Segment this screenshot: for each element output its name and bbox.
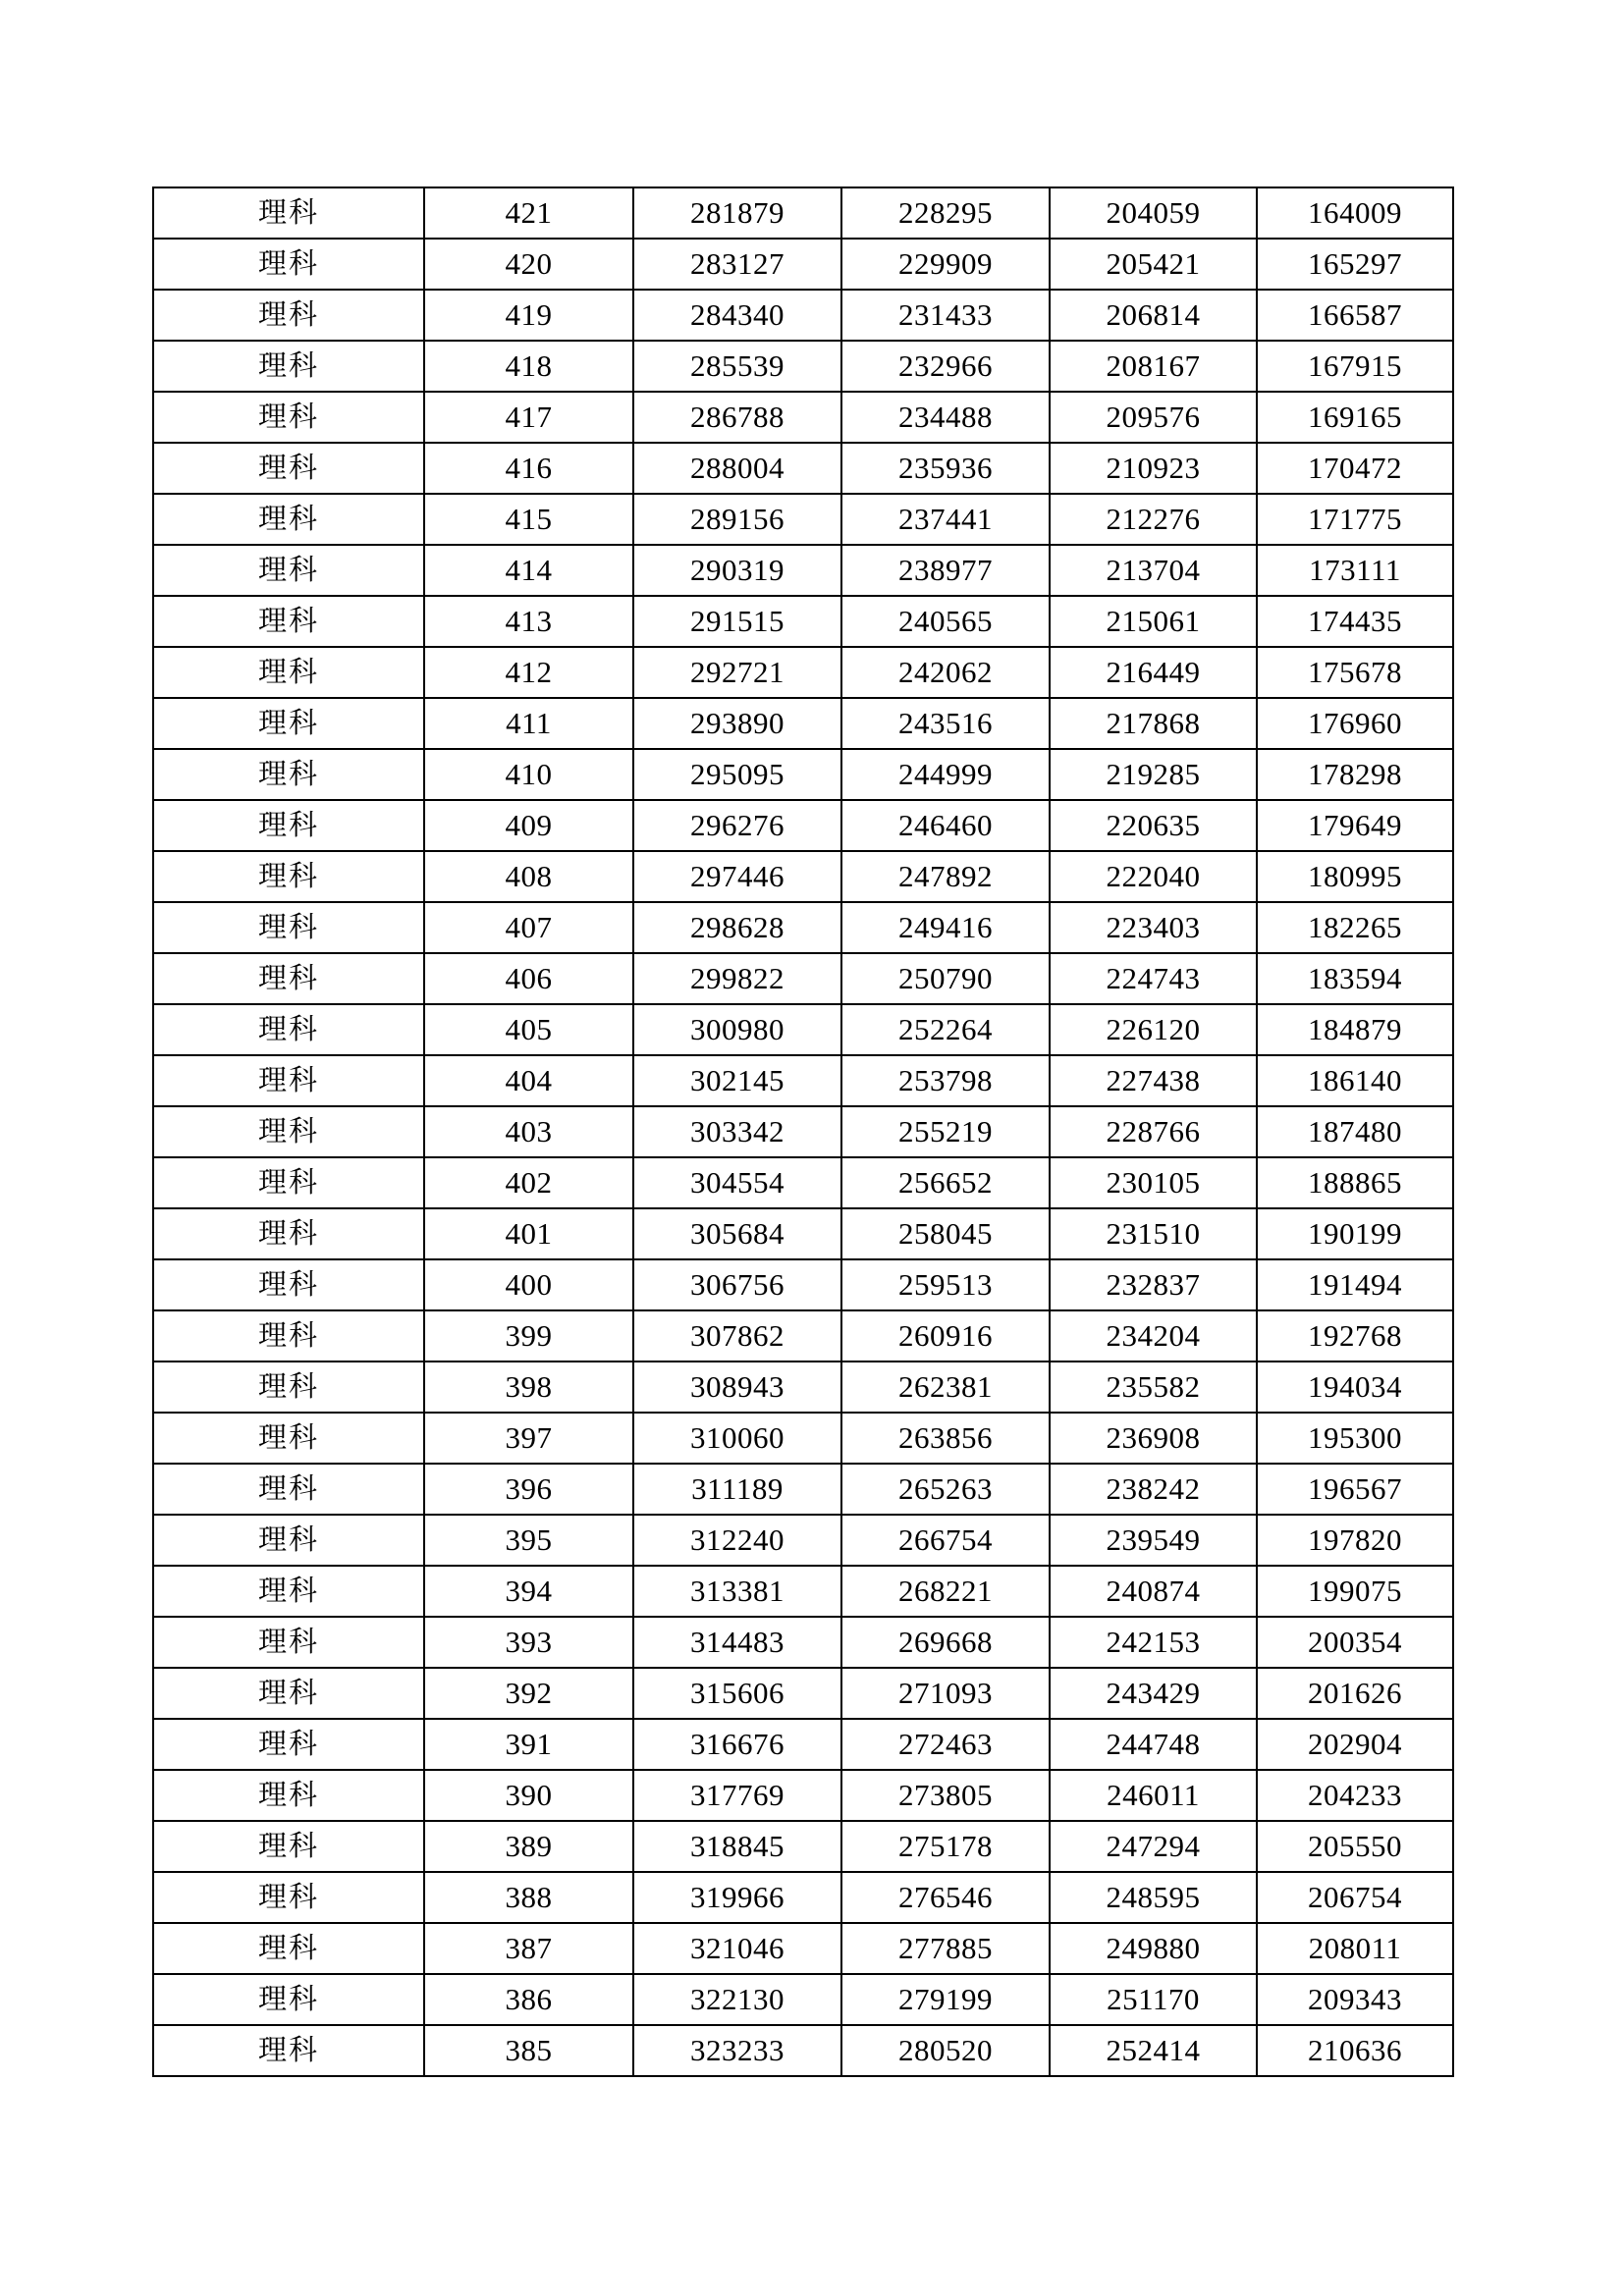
cell-subject: 理科 xyxy=(153,800,424,851)
cell-subject: 理科 xyxy=(153,698,424,749)
cell-subject: 理科 xyxy=(153,494,424,545)
table-row xyxy=(153,1157,1453,1208)
cell-rank4: 170472 xyxy=(1257,443,1453,494)
cell-rank2: 268221 xyxy=(841,1566,1050,1617)
cell-rank3: 234204 xyxy=(1050,1310,1257,1362)
table-row xyxy=(153,545,1453,596)
table-row xyxy=(153,749,1453,800)
table-row xyxy=(153,902,1453,953)
table-row xyxy=(153,647,1453,698)
cell-rank3: 224743 xyxy=(1050,953,1257,1004)
cell-rank2: 277885 xyxy=(841,1923,1050,1974)
cell-subject: 理科 xyxy=(153,1157,424,1208)
cell-score: 416 xyxy=(424,443,633,494)
cell-score: 413 xyxy=(424,596,633,647)
cell-subject: 理科 xyxy=(153,851,424,902)
cell-subject: 理科 xyxy=(153,1923,424,1974)
table-row xyxy=(153,1515,1453,1566)
cell-rank1: 323233 xyxy=(633,2025,841,2076)
cell-rank2: 243516 xyxy=(841,698,1050,749)
cell-rank3: 247294 xyxy=(1050,1821,1257,1872)
cell-rank2: 272463 xyxy=(841,1719,1050,1770)
table-row xyxy=(153,1821,1453,1872)
cell-score: 401 xyxy=(424,1208,633,1259)
cell-rank1: 300980 xyxy=(633,1004,841,1055)
cell-rank2: 266754 xyxy=(841,1515,1050,1566)
cell-rank3: 219285 xyxy=(1050,749,1257,800)
table-row xyxy=(153,1310,1453,1362)
cell-rank2: 238977 xyxy=(841,545,1050,596)
cell-rank1: 289156 xyxy=(633,494,841,545)
cell-rank3: 236908 xyxy=(1050,1413,1257,1464)
table-row xyxy=(153,1413,1453,1464)
cell-rank2: 265263 xyxy=(841,1464,1050,1515)
cell-rank4: 196567 xyxy=(1257,1464,1453,1515)
cell-rank4: 179649 xyxy=(1257,800,1453,851)
cell-subject: 理科 xyxy=(153,1770,424,1821)
cell-rank1: 304554 xyxy=(633,1157,841,1208)
cell-subject: 理科 xyxy=(153,902,424,953)
cell-rank2: 250790 xyxy=(841,953,1050,1004)
cell-score: 418 xyxy=(424,341,633,392)
cell-subject: 理科 xyxy=(153,1464,424,1515)
table-row xyxy=(153,800,1453,851)
cell-rank3: 238242 xyxy=(1050,1464,1257,1515)
cell-rank2: 271093 xyxy=(841,1668,1050,1719)
cell-rank3: 210923 xyxy=(1050,443,1257,494)
cell-score: 387 xyxy=(424,1923,633,1974)
cell-rank3: 222040 xyxy=(1050,851,1257,902)
cell-subject: 理科 xyxy=(153,1208,424,1259)
cell-rank1: 288004 xyxy=(633,443,841,494)
cell-rank1: 292721 xyxy=(633,647,841,698)
table-row xyxy=(153,341,1453,392)
cell-rank1: 314483 xyxy=(633,1617,841,1668)
cell-rank3: 227438 xyxy=(1050,1055,1257,1106)
cell-subject: 理科 xyxy=(153,596,424,647)
table-row xyxy=(153,1974,1453,2025)
cell-rank4: 169165 xyxy=(1257,392,1453,443)
cell-rank1: 303342 xyxy=(633,1106,841,1157)
cell-rank4: 174435 xyxy=(1257,596,1453,647)
cell-rank3: 246011 xyxy=(1050,1770,1257,1821)
cell-subject: 理科 xyxy=(153,2025,424,2076)
cell-score: 402 xyxy=(424,1157,633,1208)
cell-rank4: 180995 xyxy=(1257,851,1453,902)
cell-rank2: 229909 xyxy=(841,239,1050,290)
cell-rank1: 317769 xyxy=(633,1770,841,1821)
cell-score: 404 xyxy=(424,1055,633,1106)
cell-rank1: 318845 xyxy=(633,1821,841,1872)
cell-score: 388 xyxy=(424,1872,633,1923)
cell-score: 397 xyxy=(424,1413,633,1464)
cell-subject: 理科 xyxy=(153,187,424,239)
cell-subject: 理科 xyxy=(153,1617,424,1668)
cell-rank1: 281879 xyxy=(633,187,841,239)
cell-rank2: 273805 xyxy=(841,1770,1050,1821)
cell-subject: 理科 xyxy=(153,1004,424,1055)
table-row xyxy=(153,1208,1453,1259)
cell-rank2: 260916 xyxy=(841,1310,1050,1362)
cell-rank4: 188865 xyxy=(1257,1157,1453,1208)
cell-rank4: 204233 xyxy=(1257,1770,1453,1821)
cell-subject: 理科 xyxy=(153,1821,424,1872)
cell-rank3: 248595 xyxy=(1050,1872,1257,1923)
table-row xyxy=(153,1770,1453,1821)
table-row xyxy=(153,596,1453,647)
score-distribution-table xyxy=(152,187,1454,2077)
cell-rank3: 216449 xyxy=(1050,647,1257,698)
cell-rank1: 284340 xyxy=(633,290,841,341)
cell-rank4: 205550 xyxy=(1257,1821,1453,1872)
cell-rank4: 187480 xyxy=(1257,1106,1453,1157)
cell-rank4: 186140 xyxy=(1257,1055,1453,1106)
cell-rank4: 164009 xyxy=(1257,187,1453,239)
table-row xyxy=(153,1362,1453,1413)
cell-rank3: 213704 xyxy=(1050,545,1257,596)
cell-rank4: 195300 xyxy=(1257,1413,1453,1464)
table-row xyxy=(153,392,1453,443)
cell-rank4: 194034 xyxy=(1257,1362,1453,1413)
cell-rank2: 275178 xyxy=(841,1821,1050,1872)
cell-rank4: 200354 xyxy=(1257,1617,1453,1668)
cell-rank1: 311189 xyxy=(633,1464,841,1515)
cell-rank1: 321046 xyxy=(633,1923,841,1974)
cell-subject: 理科 xyxy=(153,392,424,443)
cell-score: 415 xyxy=(424,494,633,545)
table-row xyxy=(153,2025,1453,2076)
cell-score: 396 xyxy=(424,1464,633,1515)
cell-rank4: 197820 xyxy=(1257,1515,1453,1566)
table-row xyxy=(153,1617,1453,1668)
table-row xyxy=(153,1106,1453,1157)
cell-rank3: 215061 xyxy=(1050,596,1257,647)
cell-rank2: 276546 xyxy=(841,1872,1050,1923)
cell-rank3: 228766 xyxy=(1050,1106,1257,1157)
cell-rank1: 302145 xyxy=(633,1055,841,1106)
table-row xyxy=(153,1259,1453,1310)
table-row xyxy=(153,239,1453,290)
cell-subject: 理科 xyxy=(153,953,424,1004)
table-row xyxy=(153,1464,1453,1515)
cell-rank2: 252264 xyxy=(841,1004,1050,1055)
cell-score: 391 xyxy=(424,1719,633,1770)
cell-rank4: 191494 xyxy=(1257,1259,1453,1310)
cell-rank2: 253798 xyxy=(841,1055,1050,1106)
cell-rank2: 256652 xyxy=(841,1157,1050,1208)
cell-rank3: 239549 xyxy=(1050,1515,1257,1566)
table-row xyxy=(153,187,1453,239)
cell-rank1: 306756 xyxy=(633,1259,841,1310)
cell-score: 390 xyxy=(424,1770,633,1821)
table-body xyxy=(153,187,1453,2076)
cell-rank3: 226120 xyxy=(1050,1004,1257,1055)
cell-rank3: 212276 xyxy=(1050,494,1257,545)
cell-rank4: 175678 xyxy=(1257,647,1453,698)
cell-score: 403 xyxy=(424,1106,633,1157)
cell-rank4: 201626 xyxy=(1257,1668,1453,1719)
table-row xyxy=(153,851,1453,902)
cell-score: 389 xyxy=(424,1821,633,1872)
table-row xyxy=(153,443,1453,494)
cell-rank1: 310060 xyxy=(633,1413,841,1464)
cell-rank3: 209576 xyxy=(1050,392,1257,443)
cell-subject: 理科 xyxy=(153,443,424,494)
cell-rank3: 217868 xyxy=(1050,698,1257,749)
cell-subject: 理科 xyxy=(153,749,424,800)
table-row xyxy=(153,1004,1453,1055)
cell-score: 394 xyxy=(424,1566,633,1617)
table-row xyxy=(153,1668,1453,1719)
cell-rank2: 279199 xyxy=(841,1974,1050,2025)
cell-rank4: 182265 xyxy=(1257,902,1453,953)
cell-rank1: 290319 xyxy=(633,545,841,596)
cell-rank3: 220635 xyxy=(1050,800,1257,851)
cell-subject: 理科 xyxy=(153,545,424,596)
cell-score: 392 xyxy=(424,1668,633,1719)
table-row xyxy=(153,1719,1453,1770)
cell-rank3: 230105 xyxy=(1050,1157,1257,1208)
cell-rank3: 205421 xyxy=(1050,239,1257,290)
cell-subject: 理科 xyxy=(153,1974,424,2025)
table-row xyxy=(153,1872,1453,1923)
cell-rank4: 206754 xyxy=(1257,1872,1453,1923)
cell-rank2: 242062 xyxy=(841,647,1050,698)
cell-score: 412 xyxy=(424,647,633,698)
cell-rank2: 246460 xyxy=(841,800,1050,851)
cell-rank4: 167915 xyxy=(1257,341,1453,392)
cell-rank1: 316676 xyxy=(633,1719,841,1770)
table-row xyxy=(153,953,1453,1004)
cell-score: 410 xyxy=(424,749,633,800)
cell-subject: 理科 xyxy=(153,239,424,290)
cell-rank4: 210636 xyxy=(1257,2025,1453,2076)
cell-score: 399 xyxy=(424,1310,633,1362)
cell-rank2: 234488 xyxy=(841,392,1050,443)
cell-rank1: 283127 xyxy=(633,239,841,290)
cell-subject: 理科 xyxy=(153,341,424,392)
cell-rank4: 173111 xyxy=(1257,545,1453,596)
cell-rank2: 231433 xyxy=(841,290,1050,341)
cell-score: 417 xyxy=(424,392,633,443)
table-row xyxy=(153,494,1453,545)
cell-subject: 理科 xyxy=(153,290,424,341)
cell-subject: 理科 xyxy=(153,647,424,698)
cell-rank1: 286788 xyxy=(633,392,841,443)
cell-rank2: 232966 xyxy=(841,341,1050,392)
cell-rank4: 190199 xyxy=(1257,1208,1453,1259)
cell-rank3: 251170 xyxy=(1050,1974,1257,2025)
cell-score: 405 xyxy=(424,1004,633,1055)
cell-score: 398 xyxy=(424,1362,633,1413)
cell-rank2: 263856 xyxy=(841,1413,1050,1464)
cell-subject: 理科 xyxy=(153,1413,424,1464)
cell-rank1: 291515 xyxy=(633,596,841,647)
cell-rank2: 240565 xyxy=(841,596,1050,647)
cell-rank2: 237441 xyxy=(841,494,1050,545)
cell-rank1: 285539 xyxy=(633,341,841,392)
cell-rank1: 295095 xyxy=(633,749,841,800)
table-row xyxy=(153,1923,1453,1974)
cell-rank4: 178298 xyxy=(1257,749,1453,800)
cell-rank1: 305684 xyxy=(633,1208,841,1259)
cell-subject: 理科 xyxy=(153,1668,424,1719)
cell-rank3: 235582 xyxy=(1050,1362,1257,1413)
cell-score: 407 xyxy=(424,902,633,953)
score-table-container xyxy=(152,187,1452,2077)
cell-rank3: 204059 xyxy=(1050,187,1257,239)
cell-subject: 理科 xyxy=(153,1106,424,1157)
cell-rank3: 242153 xyxy=(1050,1617,1257,1668)
cell-rank4: 166587 xyxy=(1257,290,1453,341)
cell-rank2: 262381 xyxy=(841,1362,1050,1413)
cell-subject: 理科 xyxy=(153,1872,424,1923)
cell-rank1: 313381 xyxy=(633,1566,841,1617)
cell-rank1: 296276 xyxy=(633,800,841,851)
cell-subject: 理科 xyxy=(153,1310,424,1362)
cell-rank2: 255219 xyxy=(841,1106,1050,1157)
cell-rank3: 206814 xyxy=(1050,290,1257,341)
cell-subject: 理科 xyxy=(153,1566,424,1617)
cell-rank1: 307862 xyxy=(633,1310,841,1362)
cell-rank3: 252414 xyxy=(1050,2025,1257,2076)
cell-rank2: 269668 xyxy=(841,1617,1050,1668)
cell-rank3: 249880 xyxy=(1050,1923,1257,1974)
cell-rank3: 208167 xyxy=(1050,341,1257,392)
cell-rank2: 247892 xyxy=(841,851,1050,902)
cell-subject: 理科 xyxy=(153,1362,424,1413)
cell-rank4: 165297 xyxy=(1257,239,1453,290)
cell-rank1: 299822 xyxy=(633,953,841,1004)
cell-rank4: 209343 xyxy=(1257,1974,1453,2025)
cell-rank2: 235936 xyxy=(841,443,1050,494)
cell-rank3: 244748 xyxy=(1050,1719,1257,1770)
cell-rank4: 192768 xyxy=(1257,1310,1453,1362)
cell-score: 419 xyxy=(424,290,633,341)
cell-rank2: 228295 xyxy=(841,187,1050,239)
cell-rank4: 199075 xyxy=(1257,1566,1453,1617)
cell-rank2: 259513 xyxy=(841,1259,1050,1310)
cell-score: 395 xyxy=(424,1515,633,1566)
cell-score: 421 xyxy=(424,187,633,239)
cell-rank2: 244999 xyxy=(841,749,1050,800)
cell-rank1: 322130 xyxy=(633,1974,841,2025)
table-row xyxy=(153,1055,1453,1106)
cell-rank4: 171775 xyxy=(1257,494,1453,545)
cell-rank1: 293890 xyxy=(633,698,841,749)
cell-rank3: 243429 xyxy=(1050,1668,1257,1719)
table-row xyxy=(153,290,1453,341)
cell-score: 393 xyxy=(424,1617,633,1668)
table-row xyxy=(153,1566,1453,1617)
cell-score: 414 xyxy=(424,545,633,596)
cell-subject: 理科 xyxy=(153,1719,424,1770)
cell-rank2: 280520 xyxy=(841,2025,1050,2076)
cell-score: 409 xyxy=(424,800,633,851)
cell-rank3: 223403 xyxy=(1050,902,1257,953)
cell-rank3: 240874 xyxy=(1050,1566,1257,1617)
cell-subject: 理科 xyxy=(153,1515,424,1566)
cell-rank4: 208011 xyxy=(1257,1923,1453,1974)
cell-score: 420 xyxy=(424,239,633,290)
cell-score: 408 xyxy=(424,851,633,902)
cell-subject: 理科 xyxy=(153,1055,424,1106)
cell-rank4: 183594 xyxy=(1257,953,1453,1004)
cell-score: 406 xyxy=(424,953,633,1004)
cell-score: 385 xyxy=(424,2025,633,2076)
cell-rank1: 312240 xyxy=(633,1515,841,1566)
cell-rank3: 231510 xyxy=(1050,1208,1257,1259)
cell-rank3: 232837 xyxy=(1050,1259,1257,1310)
cell-rank4: 202904 xyxy=(1257,1719,1453,1770)
cell-score: 411 xyxy=(424,698,633,749)
cell-rank2: 249416 xyxy=(841,902,1050,953)
table-row xyxy=(153,698,1453,749)
cell-score: 386 xyxy=(424,1974,633,2025)
cell-rank1: 308943 xyxy=(633,1362,841,1413)
cell-rank1: 297446 xyxy=(633,851,841,902)
cell-rank1: 319966 xyxy=(633,1872,841,1923)
cell-rank1: 298628 xyxy=(633,902,841,953)
cell-score: 400 xyxy=(424,1259,633,1310)
cell-rank1: 315606 xyxy=(633,1668,841,1719)
cell-rank4: 184879 xyxy=(1257,1004,1453,1055)
cell-rank2: 258045 xyxy=(841,1208,1050,1259)
cell-subject: 理科 xyxy=(153,1259,424,1310)
cell-rank4: 176960 xyxy=(1257,698,1453,749)
